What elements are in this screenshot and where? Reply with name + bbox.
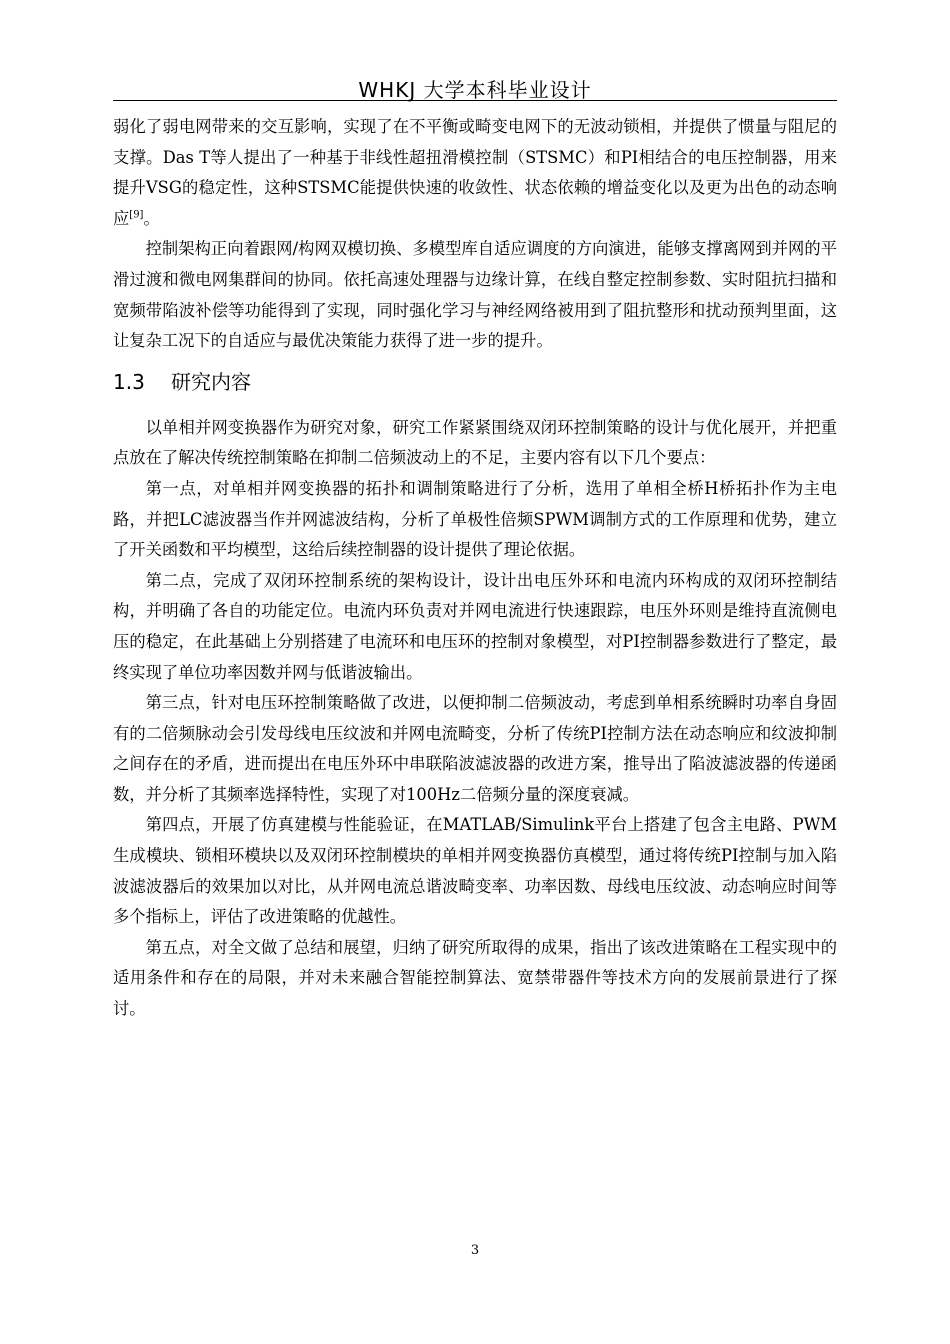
paragraph	[113, 112, 837, 234]
paragraph-text: 弱化了弱电网带来的交互影响，实现了在不平衡或畸变电网下的无波动锁相，并提供了惯量与阻尼的支撑。Das T等人提出了一种基于非线性超扭滑模控制（STSMC）和PI相结合的电压控制器，用来提升VSG的稳定性，这种STSMC能提供快速的收敛性、状态依赖的增益变化以及更为出色的动态响应	[113, 117, 837, 228]
page-body	[113, 112, 837, 1025]
paragraph-tail: 。	[143, 208, 160, 228]
paragraph: 第四点，开展了仿真建模与性能验证，在MATLAB/Simulink平台上搭建了包含主电路、PWM生成模块、锁相环模块以及双闭环控制模块的单相并网变换器仿真模型，通过将传统PI控制与加入陷波滤波器后的效果加以对比，从并网电流总谐波畸变率、功率因数、母线电压纹波、动态响应时间等多个指标上，评估了改进策略的优越性。	[113, 815, 837, 927]
paragraph: 以单相并网变换器作为研究对象，研究工作紧紧围绕双闭环控制策略的设计与优化展开，并把重点放在了解决传统控制策略在抑制二倍频波动上的不足，主要内容有以下几个要点：	[113, 417, 837, 468]
paragraph: 控制架构正向着跟网/构网双模切换、多模型库自适应调度的方向演进，能够支撑离网到并网的平滑过渡和微电网集群间的协同。依托高速处理器与边缘计算，在线自整定控制参数、实时阻抗扫描和宽频带陷波补偿等功能得到了实现，同时强化学习与神经网络被用到了阻抗整形和扰动预判里面，这让复杂工况下的自适应与最优决策能力获得了进一步的提升。	[113, 239, 837, 351]
section-number: 1.3	[113, 369, 145, 394]
header-title: WHKJ 大学本科毕业设计	[358, 78, 592, 102]
page-number: 3	[470, 1243, 480, 1258]
section-title: 研究内容	[171, 369, 251, 394]
citation-ref: [9]	[129, 209, 144, 221]
paragraph: 第二点，完成了双闭环控制系统的架构设计，设计出电压外环和电流内环构成的双闭环控制结构，并明确了各自的功能定位。电流内环负责对并网电流进行快速跟踪，电压外环则是维持直流侧电压的稳定，在此基础上分别搭建了电流环和电压环的控制对象模型，对PI控制器参数进行了整定，最终实现了单位功率因数并网与低谐波输出。	[113, 570, 837, 682]
section-heading	[113, 367, 837, 397]
paragraph: 第一点，对单相并网变换器的拓扑和调制策略进行了分析，选用了单相全桥H桥拓扑作为主电路，并把LC滤波器当作并网滤波结构，分析了单极性倍频SPWM调制方式的工作原理和优势，建立了开关函数和平均模型，这给后续控制器的设计提供了理论依据。	[113, 478, 837, 560]
paragraph: 第三点，针对电压环控制策略做了改进，以便抑制二倍频波动，考虑到单相系统瞬时功率自身固有的二倍频脉动会引发母线电压纹波和并网电流畸变，分析了传统PI控制方法在动态响应和纹波抑制之间存在的矛盾，进而提出在电压外环中串联陷波滤波器的改进方案，推导出了陷波滤波器的传递函数，并分析了其频率选择特性，实现了对100Hz二倍频分量的深度衰减。	[113, 693, 837, 804]
page-header	[113, 62, 837, 101]
paragraph: 第五点，对全文做了总结和展望，归纳了研究所取得的成果，指出了该改进策略在工程实现中的适用条件和存在的局限，并对未来融合智能控制算法、宽禁带器件等技术方向的发展前景进行了探讨。	[113, 937, 837, 1019]
